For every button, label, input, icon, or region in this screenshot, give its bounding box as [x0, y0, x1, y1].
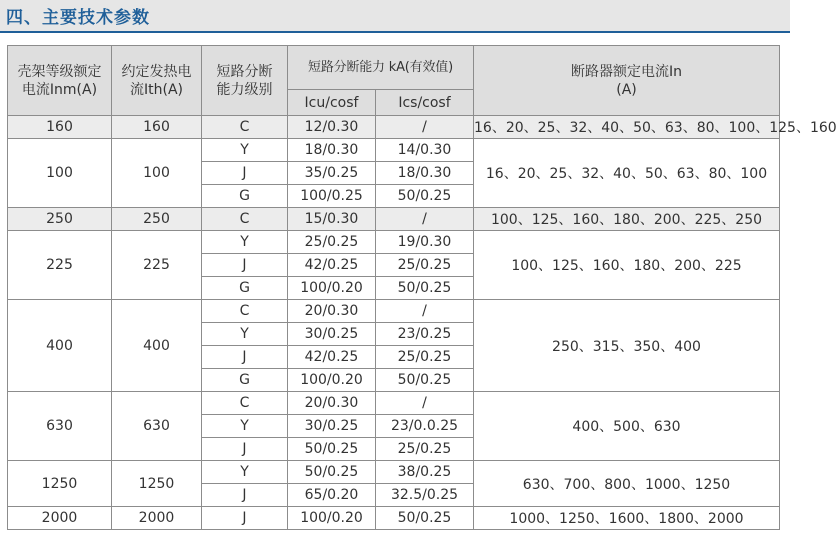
rated-current-cell: 1000、1250、1600、1800、2000: [474, 507, 780, 530]
header-frame-rated-current: 壳架等级额定电流Inm(A): [8, 46, 112, 116]
ics-cell: 14/0.30: [376, 139, 474, 162]
breaking-grade-cell: J: [202, 484, 288, 507]
breaking-grade-cell: G: [202, 369, 288, 392]
breaking-grade-cell: C: [202, 116, 288, 139]
icu-cell: 100/0.20: [288, 277, 376, 300]
ics-cell: 19/0.30: [376, 231, 474, 254]
ics-cell: 23/0.0.25: [376, 415, 474, 438]
ics-cell: 38/0.25: [376, 461, 474, 484]
frame-current-cell: 630: [8, 392, 112, 461]
breaking-grade-cell: Y: [202, 415, 288, 438]
ics-cell: /: [376, 392, 474, 415]
rated-current-cell: 100、125、160、180、200、225: [474, 231, 780, 300]
table-row: [8, 300, 780, 323]
icu-cell: 100/0.25: [288, 185, 376, 208]
ics-cell: 50/0.25: [376, 507, 474, 530]
icu-cell: 20/0.30: [288, 300, 376, 323]
icu-cell: 50/0.25: [288, 438, 376, 461]
frame-current-cell: 160: [8, 116, 112, 139]
breaking-grade-cell: C: [202, 300, 288, 323]
section-header-bar: [0, 0, 790, 31]
ics-cell: /: [376, 208, 474, 231]
header-thermal-current: 约定发热电流Ith(A): [112, 46, 202, 116]
table-row: [8, 507, 780, 530]
technical-parameters-table: [7, 45, 837, 530]
icu-cell: 100/0.20: [288, 507, 376, 530]
breaking-grade-cell: G: [202, 185, 288, 208]
section-divider: [0, 31, 790, 33]
thermal-current-cell: 400: [112, 300, 202, 392]
thermal-current-cell: 630: [112, 392, 202, 461]
frame-current-cell: 250: [8, 208, 112, 231]
icu-cell: 100/0.20: [288, 369, 376, 392]
icu-cell: 18/0.30: [288, 139, 376, 162]
header-breaking-capacity: 短路分断能力 kA(有效值): [288, 46, 474, 90]
rated-current-cell: 100、125、160、180、200、225、250: [474, 208, 780, 231]
ics-cell: 18/0.30: [376, 162, 474, 185]
breaking-grade-cell: J: [202, 346, 288, 369]
rated-current-cell: 250、315、350、400: [474, 300, 780, 392]
icu-cell: 42/0.25: [288, 346, 376, 369]
breaking-grade-cell: Y: [202, 323, 288, 346]
icu-cell: 30/0.25: [288, 415, 376, 438]
breaking-grade-cell: J: [202, 438, 288, 461]
frame-current-cell: 1250: [8, 461, 112, 507]
rated-current-cell: 400、500、630: [474, 392, 780, 461]
icu-cell: 20/0.30: [288, 392, 376, 415]
frame-current-cell: 100: [8, 139, 112, 208]
ics-cell: /: [376, 300, 474, 323]
thermal-current-cell: 160: [112, 116, 202, 139]
icu-cell: 42/0.25: [288, 254, 376, 277]
breaking-grade-cell: J: [202, 162, 288, 185]
table-row: [8, 392, 780, 415]
breaking-grade-cell: Y: [202, 461, 288, 484]
table-row: [8, 139, 780, 162]
thermal-current-cell: 250: [112, 208, 202, 231]
rated-current-cell: 16、20、25、32、40、50、63、80、100: [474, 139, 780, 208]
breaking-grade-cell: J: [202, 254, 288, 277]
icu-cell: 35/0.25: [288, 162, 376, 185]
icu-cell: 15/0.30: [288, 208, 376, 231]
ics-cell: 32.5/0.25: [376, 484, 474, 507]
ics-cell: /: [376, 116, 474, 139]
table-row: [8, 208, 780, 231]
table-row: [8, 231, 780, 254]
breaking-grade-cell: Y: [202, 139, 288, 162]
ics-cell: 25/0.25: [376, 346, 474, 369]
header-ics: Ics/cosf: [376, 90, 474, 116]
ics-cell: 25/0.25: [376, 254, 474, 277]
rated-current-cell: 16、20、25、32、40、50、63、80、100、125、160: [474, 116, 780, 139]
icu-cell: 30/0.25: [288, 323, 376, 346]
thermal-current-cell: 2000: [112, 507, 202, 530]
breaking-grade-cell: J: [202, 507, 288, 530]
frame-current-cell: 2000: [8, 507, 112, 530]
frame-current-cell: 400: [8, 300, 112, 392]
thermal-current-cell: 225: [112, 231, 202, 300]
breaking-grade-cell: C: [202, 208, 288, 231]
thermal-current-cell: 100: [112, 139, 202, 208]
frame-current-cell: 225: [8, 231, 112, 300]
section-title: 四、主要技术参数: [6, 8, 150, 28]
header-rated-current: 断路器额定电流In(A): [474, 46, 780, 116]
ics-cell: 25/0.25: [376, 438, 474, 461]
ics-cell: 50/0.25: [376, 277, 474, 300]
breaking-grade-cell: G: [202, 277, 288, 300]
thermal-current-cell: 1250: [112, 461, 202, 507]
icu-cell: 12/0.30: [288, 116, 376, 139]
ics-cell: 23/0.25: [376, 323, 474, 346]
breaking-grade-cell: Y: [202, 231, 288, 254]
icu-cell: 50/0.25: [288, 461, 376, 484]
icu-cell: 65/0.20: [288, 484, 376, 507]
table-row: [8, 461, 780, 484]
header-breaking-grade: 短路分断能力级别: [202, 46, 288, 116]
table-row: [8, 116, 780, 139]
header-icu: Icu/cosf: [288, 90, 376, 116]
ics-cell: 50/0.25: [376, 185, 474, 208]
icu-cell: 25/0.25: [288, 231, 376, 254]
breaking-grade-cell: C: [202, 392, 288, 415]
table-body: [8, 116, 837, 530]
rated-current-cell: 630、700、800、1000、1250: [474, 461, 780, 507]
ics-cell: 50/0.25: [376, 369, 474, 392]
